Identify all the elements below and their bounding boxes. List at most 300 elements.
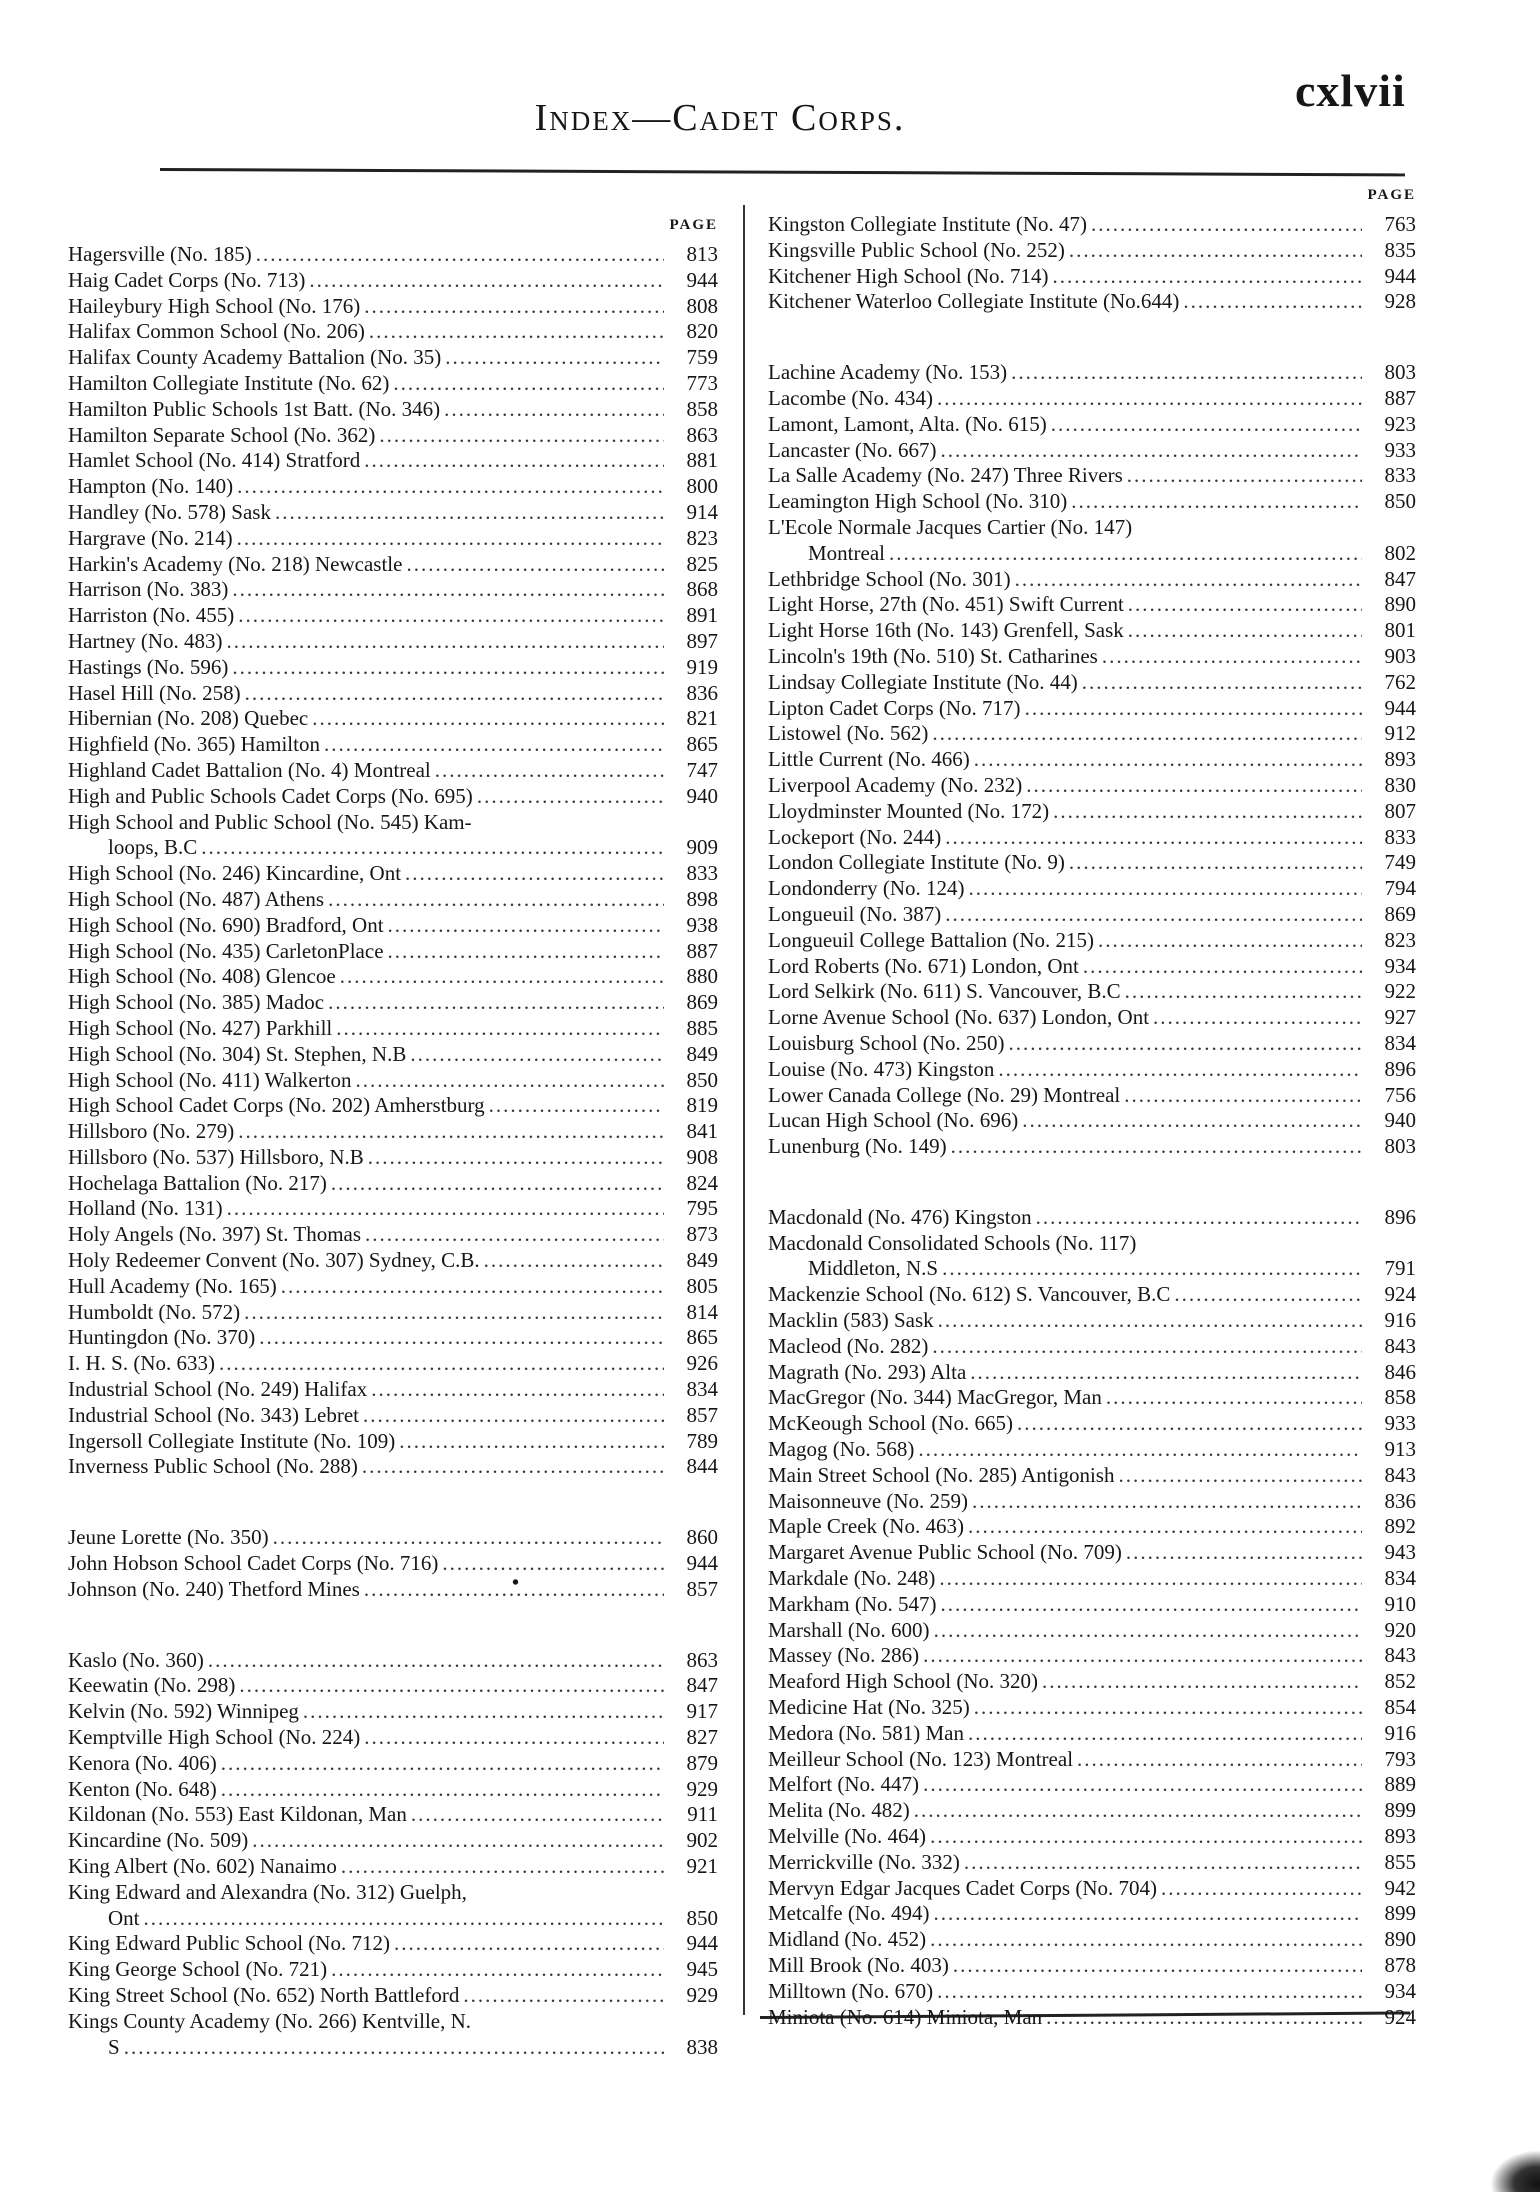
entry-page: 902 — [686, 1828, 718, 1853]
dot-leader — [941, 1592, 1362, 1618]
index-entry — [68, 861, 718, 887]
dot-leader — [369, 319, 664, 345]
dot-leader — [1091, 212, 1362, 238]
entry-name: Markdale (No. 248) — [768, 1566, 936, 1591]
index-entry — [68, 319, 718, 345]
dot-leader — [331, 1171, 664, 1197]
dot-leader — [941, 438, 1362, 464]
entry-page: 773 — [686, 370, 718, 395]
entry-name: Holy Redeemer Convent (No. 307) Sydney, C.B. — [68, 1248, 480, 1273]
entry-page: 849 — [686, 1248, 718, 1273]
dot-leader — [1174, 1282, 1362, 1308]
entry-page: 903 — [1384, 643, 1416, 668]
entry-page: 863 — [686, 422, 718, 447]
dot-leader — [974, 747, 1362, 773]
entry-name: High School (No. 411) Walkerton — [68, 1067, 352, 1092]
index-entry — [768, 747, 1416, 773]
index-entry — [768, 1282, 1416, 1308]
entry-page: 802 — [1384, 540, 1416, 565]
dot-leader — [463, 1983, 664, 2009]
entry-name: Industrial School (No. 343) Lebret — [68, 1402, 360, 1427]
entry-page: 929 — [686, 1776, 718, 1801]
index-entry — [768, 1618, 1416, 1644]
entry-name: John Hobson School Cadet Corps (No. 716) — [68, 1551, 439, 1576]
dot-leader — [964, 1850, 1362, 1876]
dot-leader — [341, 1854, 664, 1880]
index-entry — [68, 1145, 718, 1171]
entry-page: 899 — [1384, 1901, 1416, 1926]
dot-leader — [934, 1618, 1362, 1644]
entry-name: Melita (No. 482) — [768, 1798, 910, 1823]
entry-page: 899 — [1384, 1798, 1416, 1823]
entry-name: High School (No. 385) Madoc — [68, 990, 325, 1015]
entry-page: 940 — [686, 783, 718, 808]
entry-name: Montreal — [808, 540, 885, 565]
entry-name: La Salle Academy (No. 247) Three Rivers — [768, 463, 1123, 488]
entry-page: 933 — [1384, 437, 1416, 462]
index-entry — [68, 758, 718, 784]
entry-name: Kitchener Waterloo Collegiate Institute (No.644) — [768, 289, 1180, 314]
entry-page: 910 — [1384, 1591, 1416, 1616]
entry-name: King Street School (No. 652) North Battleford — [68, 1983, 460, 2007]
dot-leader — [1036, 1205, 1362, 1231]
entry-page: 857 — [686, 1402, 718, 1427]
entry-name: Kenton (No. 648) — [68, 1776, 217, 1801]
dot-leader — [232, 577, 664, 603]
index-entry — [768, 1231, 1416, 1257]
entry-name: Kaslo (No. 360) — [68, 1647, 204, 1672]
index-entry — [68, 2035, 718, 2061]
index-entry — [768, 850, 1416, 876]
entry-page: 926 — [686, 1351, 718, 1376]
dot-leader — [939, 1566, 1362, 1592]
dot-leader — [445, 345, 664, 371]
entry-name: Markham (No. 547) — [768, 1591, 937, 1616]
index-entry — [768, 1463, 1416, 1489]
index-entry — [68, 1196, 718, 1222]
dot-leader — [969, 876, 1362, 902]
entry-page: 762 — [1384, 669, 1416, 694]
entry-page: 850 — [686, 1905, 718, 1930]
index-entry — [68, 526, 718, 552]
entry-page: 795 — [686, 1196, 718, 1221]
dot-leader — [259, 1325, 664, 1351]
entry-page: 917 — [686, 1699, 718, 1724]
index-entry — [768, 1489, 1416, 1515]
entry-page: 865 — [686, 1325, 718, 1350]
dot-leader — [1051, 412, 1362, 438]
entry-page: 819 — [686, 1093, 718, 1118]
entry-name: Massey (No. 286) — [768, 1643, 920, 1668]
entry-name: Hibernian (No. 208) Quebec — [68, 706, 309, 731]
section-gap — [768, 1160, 1416, 1205]
dot-leader — [968, 1514, 1362, 1540]
entry-name: Meilleur School (No. 123) Montreal — [768, 1746, 1074, 1771]
dot-leader — [1106, 1385, 1362, 1411]
entry-page: 844 — [686, 1454, 718, 1479]
entry-page: 854 — [1384, 1695, 1416, 1720]
index-entry — [768, 1411, 1416, 1437]
dot-leader — [399, 1429, 664, 1455]
dot-leader — [1183, 289, 1362, 315]
index-entry — [768, 1721, 1416, 1747]
index-entry — [768, 238, 1416, 264]
entry-name: Industrial School (No. 249) Halifax — [68, 1377, 368, 1402]
entry-name: MacGregor (No. 344) MacGregor, Man — [768, 1385, 1102, 1410]
entry-page: 747 — [686, 757, 718, 782]
entry-name: King Edward and Alexandra (No. 312) Guelph, — [68, 1879, 467, 1904]
index-entry — [768, 825, 1416, 851]
entry-name: Lloydminster Mounted (No. 172) — [768, 798, 1050, 823]
dot-leader — [914, 1798, 1362, 1824]
index-entry — [768, 1540, 1416, 1566]
dot-leader — [1053, 264, 1362, 290]
dot-leader — [937, 1979, 1362, 2005]
index-entry — [768, 721, 1416, 747]
entry-name: Lucan High School (No. 696) — [768, 1108, 1019, 1133]
entry-name: Lunenburg (No. 149) — [768, 1134, 947, 1159]
entry-name: King Albert (No. 602) Nanaimo — [68, 1854, 337, 1879]
entry-name: Light Horse, 27th (No. 451) Swift Current — [768, 592, 1124, 617]
entry-page: 834 — [1384, 1030, 1416, 1055]
entry-name: Kemptville High School (No. 224) — [68, 1725, 361, 1750]
entry-list — [68, 242, 718, 2060]
entry-page: 850 — [686, 1067, 718, 1092]
entry-name: Hamilton Separate School (No. 362) — [68, 422, 376, 447]
index-entry — [68, 294, 718, 320]
entry-page: 891 — [686, 603, 718, 628]
dot-leader — [1161, 1876, 1362, 1902]
entry-name: Lethbridge School (No. 301) — [768, 566, 1011, 591]
entry-name: Margaret Avenue Public School (No. 709) — [768, 1540, 1122, 1565]
dot-leader — [324, 732, 664, 758]
entry-page: 924 — [1384, 2004, 1416, 2029]
dot-leader — [227, 1196, 664, 1222]
index-entry — [68, 500, 718, 526]
dot-leader — [1053, 799, 1362, 825]
entry-name: Ingersoll Collegiate Institute (No. 109) — [68, 1428, 396, 1453]
entry-page: 944 — [1384, 263, 1416, 288]
entry-page: 834 — [1384, 1566, 1416, 1591]
entry-name: Hastings (No. 596) — [68, 654, 229, 679]
entry-page: 897 — [686, 628, 718, 653]
index-entry — [768, 463, 1416, 489]
entry-page: 847 — [686, 1673, 718, 1698]
entry-page: 916 — [1384, 1720, 1416, 1745]
index-entry — [768, 489, 1416, 515]
index-entry — [768, 979, 1416, 1005]
index-entry — [68, 1042, 718, 1068]
index-entry — [768, 386, 1416, 412]
dot-leader — [1046, 2005, 1362, 2031]
dot-leader — [951, 1134, 1362, 1160]
entry-name: Mill Brook (No. 403) — [768, 1953, 949, 1977]
entry-page: 841 — [686, 1119, 718, 1144]
dot-leader — [312, 706, 664, 732]
entry-page: 835 — [1384, 237, 1416, 262]
index-entry — [768, 1360, 1416, 1386]
index-entry — [768, 1005, 1416, 1031]
entry-name: Melville (No. 464) — [768, 1824, 927, 1849]
entry-page: 830 — [1384, 772, 1416, 797]
index-entry — [68, 1854, 718, 1880]
entry-name: Magrath (No. 293) Alta — [768, 1359, 967, 1384]
page-column-label: PAGE — [1367, 187, 1416, 203]
dot-leader — [245, 681, 664, 707]
page-number: cxlvii — [1295, 65, 1406, 116]
index-entry — [68, 681, 718, 707]
dot-leader — [238, 1119, 664, 1145]
entry-name: Kings County Academy (No. 266) Kentville, N. — [68, 2008, 472, 2033]
dot-leader — [364, 294, 664, 320]
dot-leader — [942, 1256, 1362, 1282]
index-entry — [68, 913, 718, 939]
index-entry — [768, 1256, 1416, 1282]
index-entry — [68, 964, 718, 990]
dot-leader — [945, 825, 1362, 851]
entry-name: Mackenzie School (No. 612) S. Vancouver, B.C — [768, 1282, 1171, 1307]
entry-name: Medora (No. 581) Man — [768, 1720, 964, 1745]
entry-name: Hochelaga Battalion (No. 217) — [68, 1170, 327, 1195]
entry-page: 942 — [1384, 1875, 1416, 1900]
index-entry — [68, 1551, 718, 1577]
ink-mark: • — [512, 1572, 520, 1594]
entry-name: Harkin's Academy (No. 218) Newcastle — [68, 551, 403, 576]
entry-name: High School (No. 408) Glencoe — [68, 964, 336, 989]
entry-name: Miniota (No. 614) Miniota, Man — [768, 2004, 1043, 2029]
index-entry — [68, 706, 718, 732]
index-entry — [768, 1695, 1416, 1721]
entry-name: Medicine Hat (No. 325) — [768, 1695, 970, 1720]
entry-name: Longueuil (No. 387) — [768, 901, 942, 926]
index-entry — [68, 1828, 718, 1854]
entry-name: Mervyn Edgar Jacques Cadet Corps (No. 704) — [768, 1875, 1157, 1900]
entry-page: 858 — [1384, 1385, 1416, 1410]
index-entry — [768, 1953, 1416, 1979]
index-entry — [768, 541, 1416, 567]
index-entry — [768, 1308, 1416, 1334]
entry-page: 820 — [686, 319, 718, 344]
entry-name: Lord Selkirk (No. 611) S. Vancouver, B.C — [768, 979, 1121, 1004]
entry-name: Hagersville (No. 185) — [68, 242, 252, 266]
entry-page: 791 — [1384, 1256, 1416, 1281]
entry-name: High and Public Schools Cadet Corps (No. 695) — [68, 783, 473, 808]
entry-name: Hillsboro (No. 537) Hillsboro, N.B — [68, 1144, 364, 1169]
entry-page: 923 — [1384, 411, 1416, 436]
entry-page: 850 — [1384, 489, 1416, 514]
entry-page: 927 — [1384, 1005, 1416, 1030]
index-entry — [68, 939, 718, 965]
index-entry — [768, 360, 1416, 386]
dot-leader — [208, 1648, 664, 1674]
index-entry — [768, 1824, 1416, 1850]
entry-name: Hamlet School (No. 414) Stratford — [68, 448, 361, 473]
entry-page: 919 — [686, 654, 718, 679]
dot-leader — [1125, 979, 1362, 1005]
dot-leader — [232, 655, 664, 681]
entry-name: Handley (No. 578) Sask — [68, 499, 271, 524]
entry-page: 805 — [686, 1273, 718, 1298]
entry-name: High School (No. 435) CarletonPlace — [68, 938, 384, 963]
entry-page: 922 — [1384, 979, 1416, 1004]
index-entry — [768, 412, 1416, 438]
entry-page: 912 — [1384, 721, 1416, 746]
entry-name: loops, B.C — [108, 835, 198, 860]
index-entry — [768, 1798, 1416, 1824]
dot-leader — [368, 1145, 664, 1171]
dot-leader — [1127, 463, 1362, 489]
entry-name: Harriston (No. 455) — [68, 603, 235, 628]
entry-page: 869 — [686, 990, 718, 1015]
dot-leader — [237, 474, 664, 500]
dot-leader — [477, 784, 664, 810]
entry-page: 836 — [686, 680, 718, 705]
index-entry — [768, 1205, 1416, 1231]
index-entry — [768, 1901, 1416, 1927]
entry-name: Louisburg School (No. 250) — [768, 1030, 1005, 1055]
entry-name: Hamilton Public Schools 1st Batt. (No. 346) — [68, 396, 441, 421]
entry-page: 879 — [686, 1750, 718, 1775]
entry-page: 869 — [1384, 901, 1416, 926]
index-entry — [768, 773, 1416, 799]
index-entry — [68, 1906, 718, 1932]
index-entry — [768, 1437, 1416, 1463]
entry-name: Merrickville (No. 332) — [768, 1849, 960, 1874]
index-entry — [768, 289, 1416, 315]
entry-page: 823 — [1384, 927, 1416, 952]
entry-name: London Collegiate Institute (No. 9) — [768, 850, 1065, 875]
entry-page: 892 — [1384, 1514, 1416, 1539]
dot-leader — [937, 386, 1362, 412]
index-entry — [768, 1772, 1416, 1798]
dot-leader — [239, 1673, 664, 1699]
column-divider — [743, 205, 745, 2015]
entry-page: 823 — [686, 525, 718, 550]
index-entry — [768, 1031, 1416, 1057]
dot-leader — [411, 1802, 664, 1828]
index-entry — [68, 1802, 718, 1828]
entry-name: Kenora (No. 406) — [68, 1750, 217, 1775]
index-entry — [68, 1777, 718, 1803]
entry-name: Leamington High School (No. 310) — [768, 489, 1068, 514]
index-entry — [68, 1525, 718, 1551]
index-entry — [68, 732, 718, 758]
entry-name: Inverness Public School (No. 288) — [68, 1454, 358, 1479]
entry-page: 824 — [686, 1170, 718, 1195]
entry-page: 793 — [1384, 1746, 1416, 1771]
dot-leader — [371, 1377, 664, 1403]
entry-name: Kincardine (No. 509) — [68, 1828, 249, 1853]
entry-name: Kingston Collegiate Institute (No. 47) — [768, 212, 1088, 236]
dot-leader — [923, 1643, 1362, 1669]
dot-leader — [1077, 1747, 1362, 1773]
entry-name: Lorne Avenue School (No. 637) London, Ont — [768, 1005, 1150, 1030]
dot-leader — [1015, 567, 1362, 593]
entry-page: 789 — [686, 1428, 718, 1453]
dot-leader — [1128, 592, 1362, 618]
entry-name: Halifax Common School (No. 206) — [68, 319, 365, 344]
entry-page: 833 — [1384, 463, 1416, 488]
index-entry — [768, 1592, 1416, 1618]
entry-name: High School (No. 487) Athens — [68, 886, 325, 911]
entry-page: 878 — [1384, 1953, 1416, 1977]
dot-leader — [1082, 670, 1362, 696]
entry-page: 893 — [1384, 747, 1416, 772]
index-entry — [68, 268, 718, 294]
entry-name: Lincoln's 19th (No. 510) St. Catharines — [768, 643, 1098, 668]
section-gap — [68, 1480, 718, 1525]
index-entry — [68, 1577, 718, 1603]
entry-page: 749 — [1384, 850, 1416, 875]
entry-page: 908 — [686, 1144, 718, 1169]
entry-page: 834 — [686, 1377, 718, 1402]
entry-name: Melfort (No. 447) — [768, 1772, 920, 1797]
index-entry — [768, 1747, 1416, 1773]
index-entry — [68, 603, 718, 629]
entry-page: 803 — [1384, 1134, 1416, 1159]
entry-name: I. H. S. (No. 633) — [68, 1351, 215, 1376]
entry-page: 911 — [687, 1802, 718, 1827]
index-entry — [68, 1300, 718, 1326]
entry-name: Holland (No. 131) — [68, 1196, 223, 1221]
entry-name: Macdonald (No. 476) Kingston — [768, 1204, 1032, 1229]
dot-leader — [405, 861, 664, 887]
entry-name: Louise (No. 473) Kingston — [768, 1056, 995, 1081]
dot-leader — [1071, 489, 1362, 515]
entry-name: Hasel Hill (No. 258) — [68, 680, 241, 705]
entry-list — [768, 212, 1416, 2030]
entry-page: 890 — [1384, 1927, 1416, 1952]
dot-leader — [328, 990, 664, 1016]
entry-page: 945 — [686, 1957, 718, 1982]
index-entry — [768, 1057, 1416, 1083]
entry-name: McKeough School (No. 665) — [768, 1411, 1013, 1436]
entry-name: Ont — [108, 1905, 140, 1930]
entry-page: 929 — [686, 1983, 718, 2007]
index-entry — [768, 670, 1416, 696]
entry-page: 916 — [1384, 1308, 1416, 1333]
index-entry — [68, 1068, 718, 1094]
entry-name: Lord Roberts (No. 671) London, Ont — [768, 953, 1079, 978]
entry-page: 827 — [686, 1725, 718, 1750]
dot-leader — [484, 1248, 664, 1274]
dot-leader — [998, 1057, 1362, 1083]
index-entry — [68, 1119, 718, 1145]
dot-leader — [144, 1906, 665, 1932]
dot-leader — [379, 423, 664, 449]
index-entry — [768, 264, 1416, 290]
entry-page: 843 — [1384, 1462, 1416, 1487]
entry-name: High School Cadet Corps (No. 202) Amherstburg — [68, 1093, 485, 1118]
entry-page: 944 — [686, 267, 718, 292]
entry-name: Hamilton Collegiate Institute (No. 62) — [68, 370, 390, 395]
entry-name: Lamont, Lamont, Alta. (No. 615) — [768, 411, 1047, 436]
index-entry — [768, 1979, 1416, 2005]
dot-leader — [1025, 696, 1362, 722]
entry-name: Hampton (No. 140) — [68, 474, 234, 499]
dot-leader — [275, 500, 664, 526]
entry-name: S — [108, 2034, 120, 2059]
index-entry — [768, 1643, 1416, 1669]
entry-page: 944 — [686, 1551, 718, 1576]
index-entry — [68, 552, 718, 578]
index-entry — [68, 835, 718, 861]
entry-page: 756 — [1384, 1082, 1416, 1107]
entry-page: 814 — [686, 1299, 718, 1324]
index-entry — [68, 1725, 718, 1751]
entry-name: Lacombe (No. 434) — [768, 385, 934, 410]
entry-page: 913 — [1384, 1437, 1416, 1462]
